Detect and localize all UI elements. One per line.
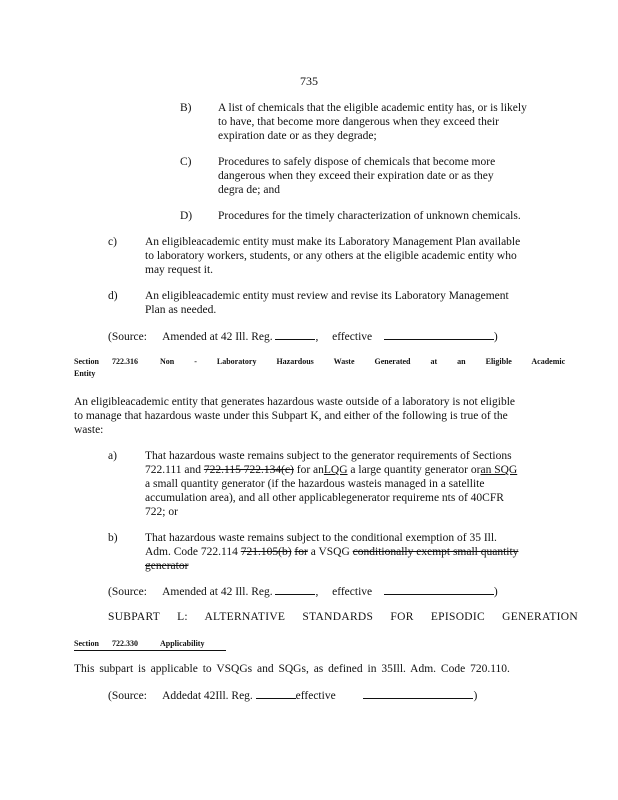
section-number: 722.330 [112,639,138,648]
item-C-line-2: dangerous when they exceed their expiration date or as they [218,170,494,182]
item-a-line-1: That hazardous waste remains subject to the generator requirements of Sections [145,450,512,462]
item-a-text: for an [296,464,324,476]
section-number: 722.316 [112,357,138,366]
item-label-C: C) [180,156,192,168]
item-B-line-3: expiration date or as they degrade; [218,130,377,142]
source-close: ) [493,586,498,598]
item-b-deleted-text: for [294,546,308,558]
source-amended: Amended at 42 Ill. Reg. [162,331,273,343]
item-d-line-1: An eligibleacademic entity must review and revise its Laboratory Management [145,290,509,302]
source-note-2 [108,584,498,599]
paragraph-line-2: to manage that hazardous waste under this Subpart K, and either of the following is true of the [74,410,508,422]
item-b-line-3 [145,559,188,573]
source-comma: , [315,331,319,343]
paragraph-line-1: An eligibleacademic entity that generates hazardous waste outside of a laboratory is not eligible [74,396,515,408]
item-b-deleted-text: generator [145,560,189,572]
item-D-line-1: Procedures for the timely characterization of unknown chemicals. [218,210,521,222]
item-a-inserted-text: LQG [323,464,348,476]
source-note-1 [108,329,498,344]
item-label-d: d) [108,290,118,302]
source-added: Addedat 42Ill. Reg. [162,690,253,702]
item-a-line-3: a small quantity generator (if the hazardous wasteis managed in a satellite [145,478,485,490]
item-c-line-3: may request it. [145,264,214,276]
source-effective: effective [295,690,336,702]
source-close: ) [493,331,498,343]
source-note-3 [108,688,477,703]
applicability-paragraph: This subpart is applicable to VSQGs and SQGs, as defined in 35Ill. Adm. Code 720.110. [74,663,510,675]
register-blank [256,688,296,699]
source-effective: effective [332,586,373,598]
item-a-line-2 [145,463,517,477]
item-a-line-5: 722; or [145,506,178,518]
item-d-line-2: Plan as needed. [145,304,217,316]
item-a-text: 722.111 and [145,464,202,476]
source-amended: Amended at 42 Ill. Reg. [162,586,273,598]
section-title-line-2: Entity [74,369,96,378]
item-a-deleted-text: 722.115 722.134(c) [203,464,294,476]
subpart-heading: SUBPART L: ALTERNATIVE STANDARDS FOR EPISODIC GENERATION [108,611,579,623]
effective-date-blank [384,329,494,340]
page-number: 735 [300,74,318,88]
register-blank [275,584,315,595]
item-b-text: Adm. Code 722.114 [145,546,238,558]
register-blank [275,329,315,340]
section-title-line-1: Non - Laboratory Hazardous Waste Generated at an Eligible Academic [160,357,566,366]
item-label-a: a) [108,450,117,462]
item-b-deleted-text: conditionally exempt small quantity [352,546,519,558]
section-label: Section [74,357,99,366]
item-C-line-1: Procedures to safely dispose of chemicals that become more [218,156,496,168]
item-b-line-2 [145,545,518,559]
effective-date-blank [384,584,494,595]
item-label-b: b) [108,532,118,544]
item-c-line-2: to laboratory workers, students, or any others at the eligible academic entity who [145,250,517,262]
item-B-line-2: to have, that become more dangerous when they exceed their [218,116,499,128]
item-b-line-1: That hazardous waste remains subject to the conditional exemption of 35 Ill. [145,532,497,544]
source-comma: , [315,586,319,598]
section-label: Section [74,639,99,648]
item-b-text: a VSQG [310,546,350,558]
section-title: Applicability [160,639,205,648]
section-heading-underline [74,650,226,651]
item-b-deleted-text: 721.105(b) [240,546,292,558]
source-effective: effective [332,331,373,343]
paragraph-line-3: waste: [74,424,104,436]
item-C-line-3: degra de; and [218,184,280,196]
item-B-line-1: A list of chemicals that the eligible academic entity has, or is likely [218,102,527,114]
item-a-text: a large quantity generator or [350,464,481,476]
item-label-B: B) [180,102,192,114]
effective-date-blank [363,688,473,699]
source-label: (Source: [108,331,147,343]
item-a-inserted-text: an SQG [480,464,518,476]
source-label: (Source: [108,690,147,702]
item-label-c: c) [108,236,117,248]
item-label-D: D) [180,210,193,222]
item-c-line-1: An eligibleacademic entity must make its Laboratory Management Plan available [145,236,521,248]
source-close: ) [473,690,478,702]
item-a-line-4: accumulation area), and all other applicablegenerator requireme nts of 40CFR [145,492,504,504]
source-label: (Source: [108,586,147,598]
